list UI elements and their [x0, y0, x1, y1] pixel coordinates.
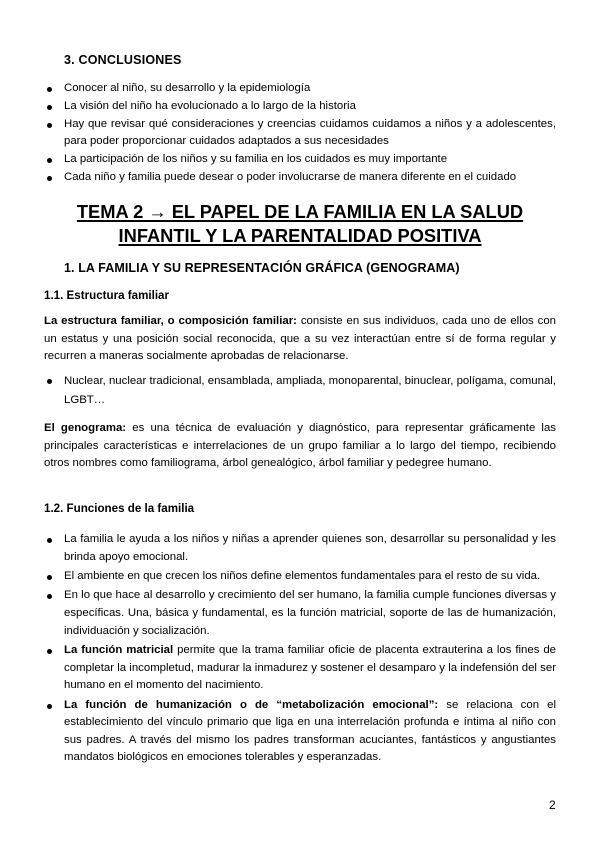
page-number: 2: [549, 798, 556, 812]
section1-heading: 1. LA FAMILIA Y SU REPRESENTACIÓN GRÁFICA (GENOGRAMA): [64, 261, 460, 275]
list-item: La función matricial permite que la trama familiar oficie de placenta extrauterina a los fines de completar la incompletud, madurar la inmadurez y sostener el desamparo y la indefensión del ser humano en el momento del nacimiento.: [44, 642, 556, 695]
bullet-icon: [47, 105, 52, 110]
term-genogram: El genograma:: [44, 422, 127, 434]
bullet-icon: [47, 704, 52, 709]
list-item: El ambiente en que crecen los niños define elementos fundamentales para el resto de su vida.: [44, 568, 556, 586]
list-item: La familia le ayuda a los niños y niñas a aprender quienes son, desarrollar su personalidad y les brinda apoyo emocional.: [44, 531, 556, 566]
chapter-title: [40, 200, 560, 247]
term-structure: La estructura familiar, o composición familiar:: [44, 315, 297, 327]
list-item: Hay que revisar qué consideraciones y creencias cuidamos cuidamos a niños y a adolescentes, para poder proporcionar cuidados adaptados a sus necesidades: [44, 116, 556, 152]
conclusions-list: [44, 80, 556, 187]
chapter-title-line1: TEMA 2 → EL PAPEL DE LA FAMILIA EN LA SALUD: [76, 201, 524, 222]
list-item: Cada niño y familia puede desear o poder involucrarse de manera diferente en el cuidado: [44, 169, 556, 187]
subsection-1-2-heading: 1.2. Funciones de la familia: [44, 502, 195, 515]
list-item: Conocer al niño, su desarrollo y la epidemiología: [44, 80, 556, 98]
term-matricial: La función matricial: [64, 643, 174, 656]
bullet-icon: [47, 538, 52, 543]
bullet-icon: [47, 158, 52, 163]
term-humanizacion: La función de humanización o de “metabolización emocional”:: [64, 698, 439, 711]
family-structure-paragraph: La estructura familiar, o composición familiar: consiste en sus individuos, cada uno de ellos con un estatus y una posición social reconocida, que a su vez interactúan entre sí de forma regular y recurren a maneras socialmente aprobadas de relacionarse.: [44, 315, 556, 363]
bullet-icon: [47, 594, 52, 599]
conclusions-heading: 3. CONCLUSIONES: [64, 53, 182, 67]
list-item: La visión del niño ha evolucionado a lo largo de la historia: [44, 98, 556, 116]
bullet-icon: [47, 649, 52, 654]
bullet-icon: [47, 379, 52, 384]
bullet-icon: [47, 176, 52, 181]
list-item: En lo que hace al desarrollo y crecimiento del ser humano, la familia cumple funciones diversas y específicas. Una, básica y fundamental, es la función matricial, soporte de las de humanización, individuación y socialización.: [44, 587, 556, 640]
family-functions-list: [44, 531, 556, 769]
list-item: Nuclear, nuclear tradicional, ensamblada, ampliada, monoparental, binuclear, polígama, comunal, LGBT…: [44, 372, 556, 409]
chapter-title-line2: INFANTIL Y LA PARENTALIDAD POSITIVA: [118, 224, 482, 246]
genogram-paragraph: El genograma: es una técnica de evaluación y diagnóstico, para representar gráficamente las principales características e interrelaciones de un grupo familiar a lo largo del tiempo, recibiendo otros nombres como familiograma, árbol genealógico, árbol familiar y pedegree humano.: [44, 422, 556, 470]
subsection-1-1-heading: 1.1. Estructura familiar: [44, 289, 170, 302]
list-item: La función de humanización o de “metabolización emocional”: se relaciona con el establecimiento del vínculo primario que liga en una interrelación profunda e íntima al niño con sus padres. A través del mismo los padres transforman acuciantes, fantásticos y angustiantes mandatos biológicos en emociones tolerables y esperanzadas.: [44, 697, 556, 767]
family-types-list: [44, 372, 556, 409]
list-item: La participación de los niños y su familia en los cuidados es muy importante: [44, 151, 556, 169]
bullet-icon: [47, 87, 52, 92]
bullet-icon: [47, 575, 52, 580]
bullet-icon: [47, 123, 52, 128]
